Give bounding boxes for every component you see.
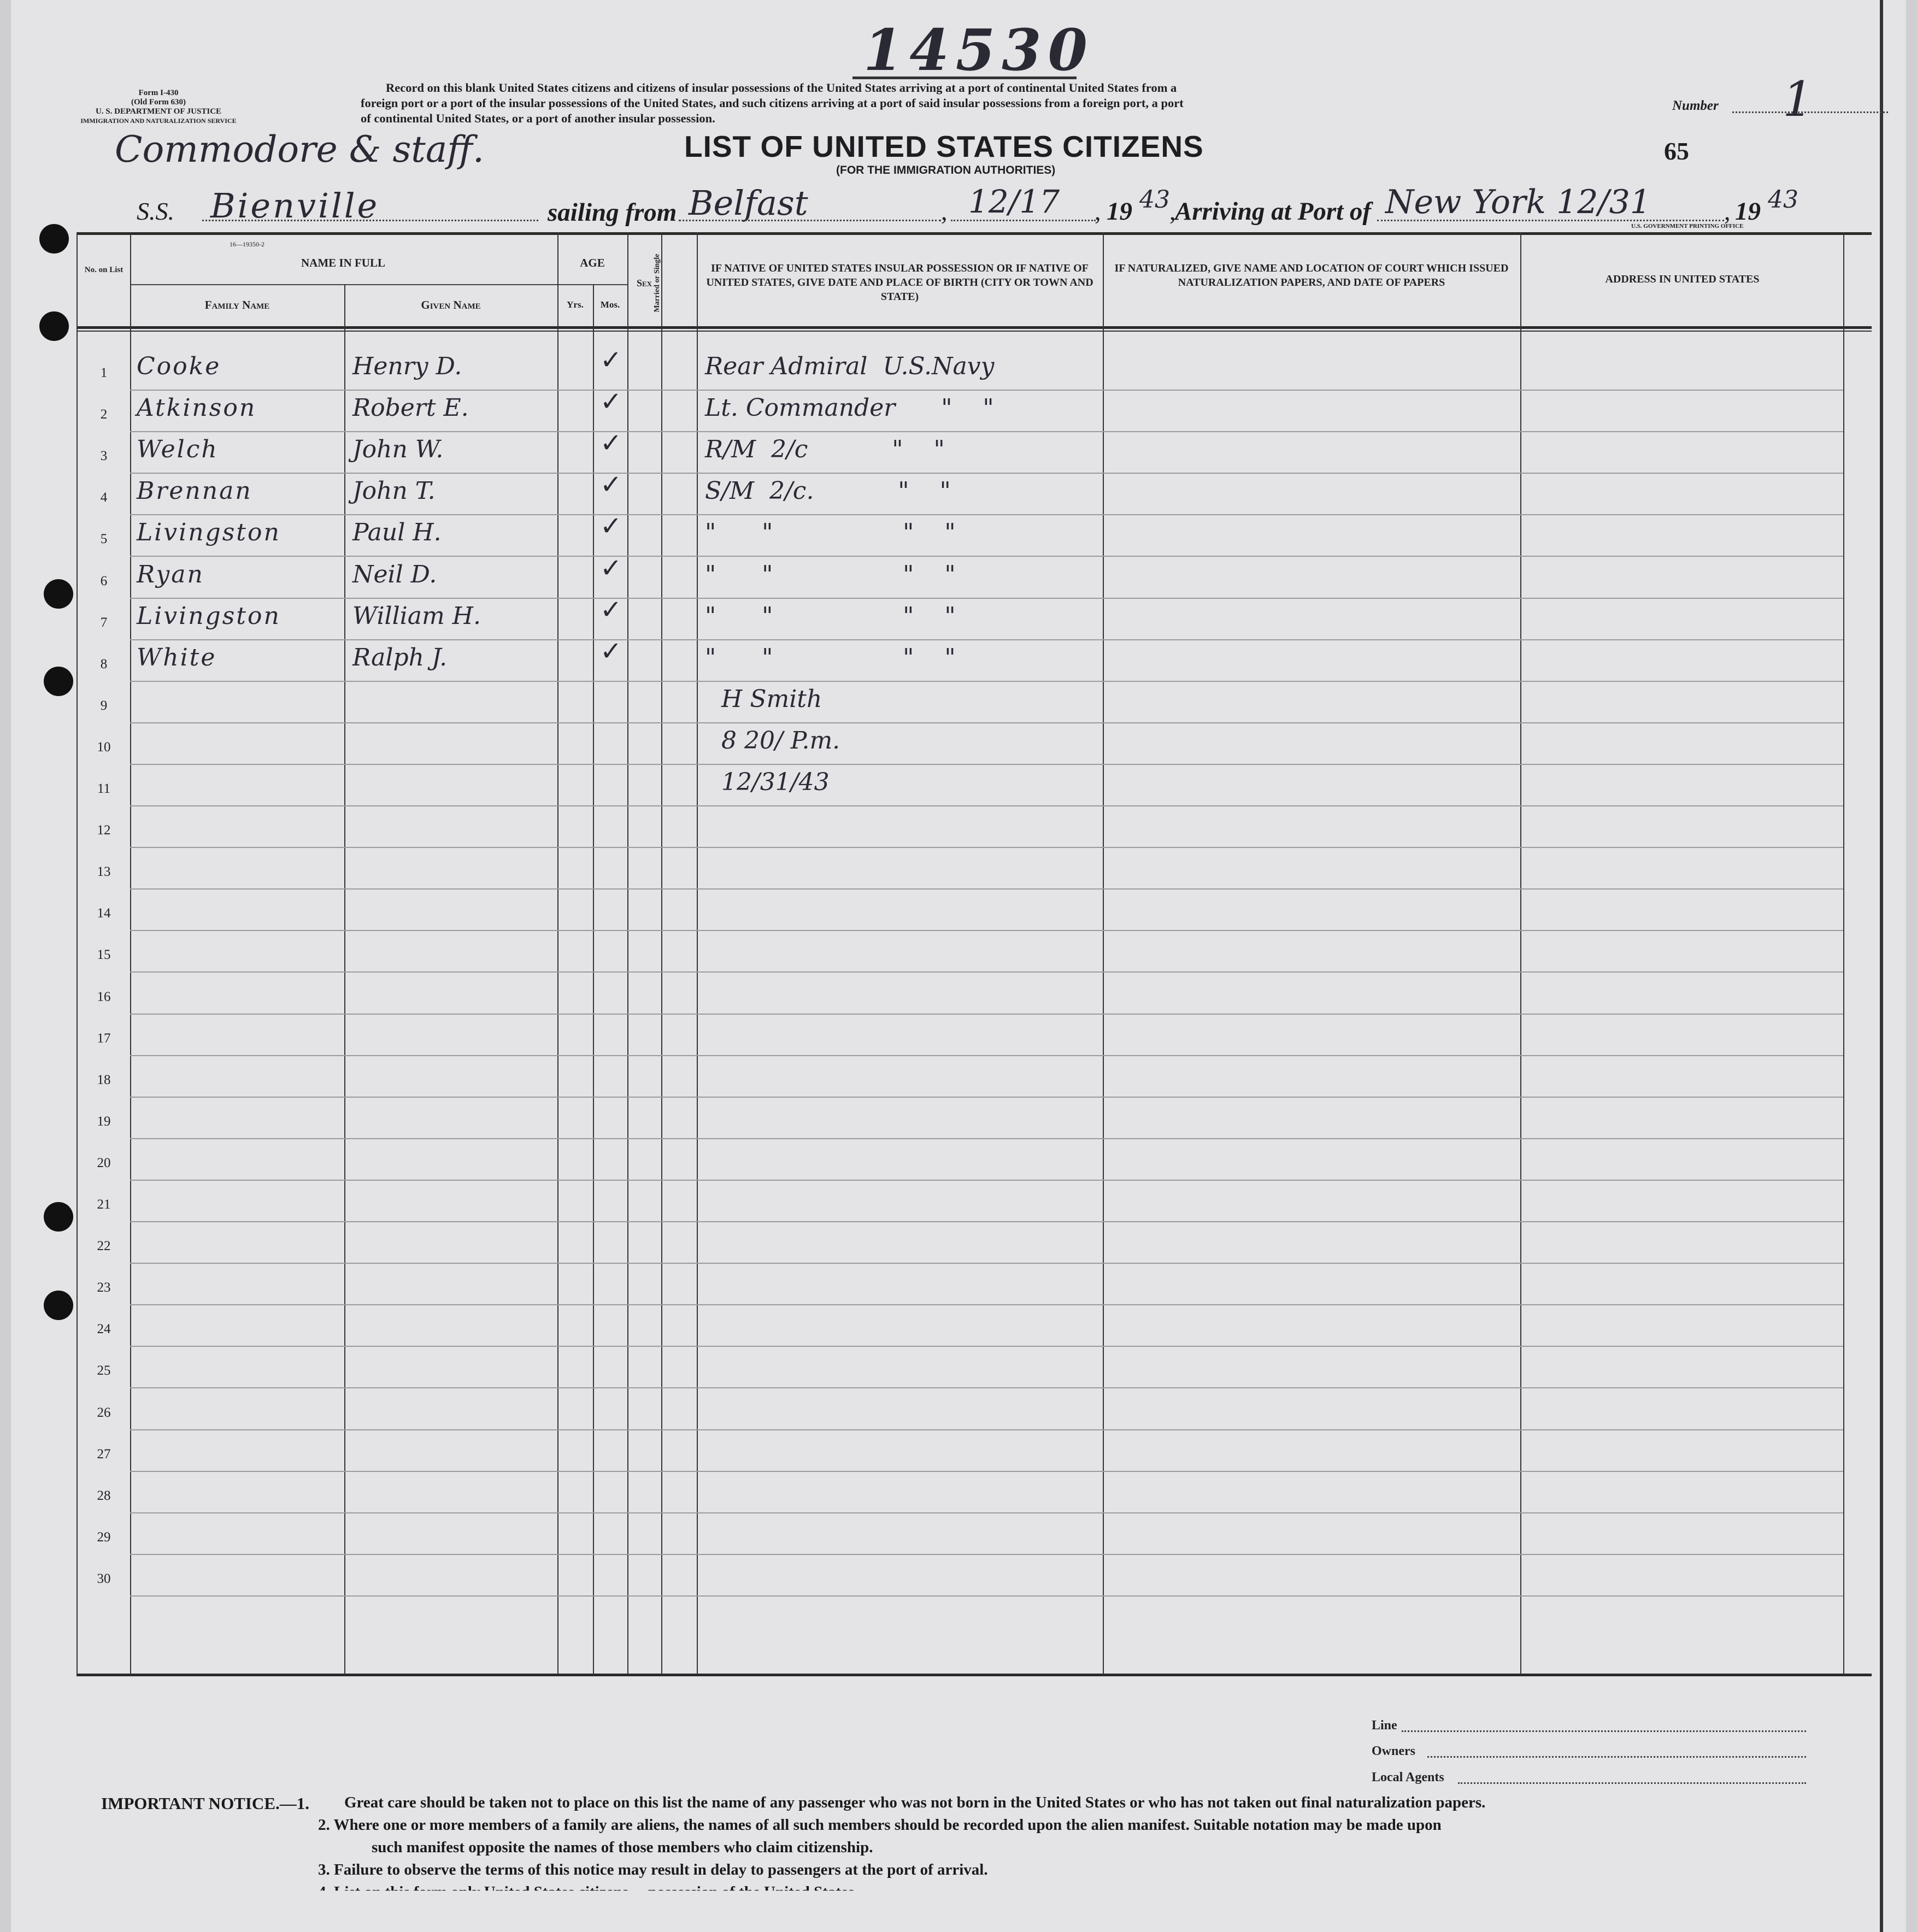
native-cell: R/M 2/c " " [705, 435, 945, 463]
form-old-number: (Old Form 630) [131, 98, 186, 107]
date-line [951, 220, 1096, 221]
row-number: 24 [97, 1322, 111, 1336]
col-divider [1520, 232, 1521, 1675]
number-label: Number [1672, 98, 1719, 113]
col-header-sex: Sex [636, 278, 652, 288]
row-rule [130, 1512, 1843, 1513]
comma: , [1169, 197, 1176, 225]
row-rule [130, 556, 1843, 557]
handwritten-note: Commodore & staff. [115, 128, 484, 170]
check-mark: ✓ [600, 553, 622, 584]
punch-hole [39, 224, 69, 254]
header-bottom-border-2 [77, 331, 1872, 332]
sailing-from: Belfast [689, 183, 808, 223]
col-header-naturalized: IF NATURALIZED, GIVE NAME AND LOCATION OF COURT WHICH ISSUED NATURALIZATION PAPERS, AND DATE OF PAPERS [1114, 262, 1509, 288]
row-number: 27 [97, 1447, 111, 1462]
intro-line: of continental United States, or a port of another insular possession. [361, 111, 715, 125]
footer-agents-dots [1458, 1782, 1806, 1784]
col-header-address: ADDRESS IN UNITED STATES [1605, 273, 1760, 285]
row-rule [130, 805, 1843, 806]
given-name-cell: Robert E. [352, 394, 469, 422]
row-number: 16 [97, 989, 111, 1004]
depart-year-prefix: 19 [1107, 197, 1132, 226]
check-mark: ✓ [600, 428, 622, 458]
col-right-border [1843, 232, 1844, 1675]
form-service: IMMIGRATION AND NATURALIZATION SERVICE [80, 117, 237, 125]
row-number: 21 [97, 1197, 111, 1212]
table-bottom-border [77, 1674, 1872, 1676]
check-mark: ✓ [600, 469, 622, 500]
row-number: 29 [97, 1530, 111, 1545]
punch-hole [44, 1202, 73, 1232]
row-rule [130, 1429, 1843, 1430]
punch-hole [44, 1291, 73, 1320]
stamp-underline [852, 76, 1077, 79]
form-block [77, 89, 240, 126]
ship-name: Bienville [210, 186, 380, 226]
intro-line: foreign port or a port of the insular possessions of the United States, and such citizens arriving at a port of said insular possessions from a foreign port, a port [361, 96, 1184, 110]
punch-hole [39, 311, 69, 341]
col-left-border [77, 232, 78, 1675]
row-rule [130, 1180, 1843, 1181]
row-rule [130, 1595, 1843, 1597]
col-divider [661, 232, 662, 1675]
row-number: 15 [97, 947, 111, 962]
given-name-cell: Neil D. [352, 561, 437, 588]
row-number: 26 [97, 1405, 111, 1420]
from-line [679, 220, 941, 221]
arrival-port: New York 12/31 [1385, 183, 1651, 221]
row-rule [130, 1097, 1843, 1098]
native-cell: " " " " [705, 561, 956, 588]
row-rule [130, 1387, 1843, 1388]
row-number: 1 [100, 366, 108, 380]
row-rule [130, 847, 1843, 848]
row-rule [130, 971, 1843, 973]
arrival-year: 43 [1768, 186, 1798, 214]
check-mark: ✓ [600, 386, 622, 417]
family-name-cell: Cooke [137, 352, 221, 380]
row-rule [130, 1014, 1843, 1015]
check-mark: ✓ [600, 511, 622, 541]
arrival-year-prefix: 19 [1735, 197, 1761, 226]
family-name-cell: Livingston [137, 519, 281, 546]
notice-heading: IMPORTANT NOTICE.—1. [101, 1794, 309, 1813]
native-cell: Lt. Commander " " [705, 394, 994, 422]
page-title: LIST OF UNITED STATES CITIZENS [684, 129, 1204, 163]
family-name-cell: White [137, 644, 217, 672]
row-rule [130, 722, 1843, 723]
row-rule [130, 1263, 1843, 1264]
row-number: 4 [100, 490, 108, 505]
row-rule [130, 681, 1843, 682]
form-dept: U. S. DEPARTMENT OF JUSTICE [95, 107, 222, 116]
row-number: 7 [100, 615, 108, 630]
row-number: 5 [100, 532, 108, 546]
comma: , [1095, 197, 1101, 225]
footer-line-dots [1402, 1730, 1806, 1732]
intro-text [361, 80, 1184, 126]
given-name-cell: William H. [352, 602, 481, 630]
native-cell: S/M 2/c. " " [705, 477, 951, 505]
row-rule [130, 888, 1843, 890]
row-number: 22 [97, 1239, 111, 1253]
row-rule [130, 639, 1843, 640]
intro-line: Record on this blank United States citizens and citizens of insular possessions of the United States arriving at a port of continental United States from a [386, 81, 1177, 95]
footer-owners-dots [1427, 1756, 1806, 1758]
row-rule [130, 1221, 1843, 1222]
family-name-cell: Brennan [137, 477, 252, 505]
row-number: 6 [100, 574, 108, 588]
ship-line [202, 220, 538, 221]
sailing-from-label: sailing from [548, 198, 677, 227]
punch-hole [44, 667, 73, 696]
row-number: 10 [97, 740, 111, 755]
row-number: 9 [100, 698, 108, 713]
row-number: 28 [97, 1488, 111, 1503]
row-rule [130, 431, 1843, 432]
comma: , [941, 197, 948, 225]
col-header-mos: Mos. [600, 299, 620, 310]
page-subtitle: (FOR THE IMMIGRATION AUTHORITIES) [836, 164, 1056, 176]
col-divider [130, 232, 131, 1675]
col-header-name: NAME IN FULL [301, 256, 385, 269]
family-name-cell: Ryan [137, 561, 204, 588]
row-rule [130, 764, 1843, 765]
row-rule [130, 390, 1843, 391]
family-name-cell: Atkinson [137, 394, 257, 422]
given-name-cell: Paul H. [352, 519, 442, 546]
col-divider [344, 284, 345, 1675]
col-divider [1103, 232, 1104, 1675]
row-number: 11 [97, 781, 111, 796]
notice-item: Great care should be taken not to place on this list the name of any passenger who was not born in the United States or who has not taken out final naturalization papers. [344, 1794, 1486, 1811]
arriving-label: Arriving at Port of [1175, 197, 1372, 226]
port-line [1377, 220, 1724, 221]
native-cell: H Smith [721, 685, 822, 713]
col-divider [697, 232, 698, 1675]
age-header-divider [557, 284, 627, 285]
col-divider [593, 284, 594, 1675]
row-rule [130, 1138, 1843, 1139]
check-mark: ✓ [600, 636, 622, 667]
col-header-given: Given Name [421, 298, 481, 311]
ship-prefix: S.S. [137, 197, 174, 225]
native-cell: 12/31/43 [721, 768, 830, 796]
row-number: 8 [100, 657, 108, 672]
row-number: 12 [97, 823, 111, 838]
native-cell: " " " " [705, 644, 956, 672]
printing-office: U.S. GOVERNMENT PRINTING OFFICE [1631, 223, 1744, 229]
native-cell: 8 20/ P.m. [721, 727, 840, 755]
col-header-yrs: Yrs. [567, 299, 584, 310]
col-header-age: AGE [580, 256, 605, 269]
header-bottom-border [77, 326, 1872, 329]
col-header-native: IF NATIVE OF UNITED STATES INSULAR POSSESSION OR IF NATIVE OF UNITED STATES, GIVE DATE AND PLACE OF BIRTH (CITY OR TOWN AND STATE) [706, 262, 1093, 303]
row-rule [130, 1471, 1843, 1472]
col-header-no: No. on List [84, 266, 124, 274]
row-number: 25 [97, 1363, 111, 1378]
stamp-number: 14530 [863, 16, 1094, 84]
depart-date: 12/17 [968, 183, 1060, 220]
row-number: 2 [100, 407, 108, 422]
page-edge [1880, 0, 1883, 1932]
footer-agents-label: Local Agents [1372, 1770, 1444, 1784]
depart-year: 43 [1139, 186, 1170, 214]
row-number: 19 [97, 1114, 111, 1129]
name-header-divider [130, 284, 627, 285]
col-header-married: Married or Single [653, 254, 661, 313]
notice-item: 3. Failure to observe the terms of this notice may result in delay to passengers at the port of arrival. [318, 1861, 988, 1878]
punch-hole [44, 579, 73, 609]
row-rule [130, 930, 1843, 931]
col-divider [557, 232, 558, 1675]
row-number: 14 [97, 906, 111, 921]
row-number: 17 [97, 1031, 111, 1046]
native-cell: " " " " [705, 602, 956, 630]
col-divider [627, 232, 628, 1675]
row-number: 3 [100, 449, 108, 463]
notice-item: such manifest opposite the names of those members who claim citizenship. [372, 1839, 873, 1856]
row-number: 18 [97, 1073, 111, 1087]
row-rule [130, 1055, 1843, 1056]
notice-item: 2. Where one or more members of a family are aliens, the names of all such members should be recorded upon the alien manifest. Suitable notation may be made upon [318, 1816, 1442, 1834]
row-rule [130, 1554, 1843, 1555]
given-name-cell: Henry D. [352, 352, 462, 380]
form-number: Form I-430 [138, 89, 179, 97]
row-rule [130, 1304, 1843, 1305]
row-number: 20 [97, 1156, 111, 1170]
table-top-border [77, 232, 1872, 235]
row-number: 30 [97, 1571, 111, 1586]
footer-line-label: Line [1372, 1718, 1397, 1733]
small-print-code: 16—19350-2 [230, 240, 264, 248]
check-mark: ✓ [600, 594, 622, 625]
check-mark: ✓ [600, 345, 622, 375]
col-header-family: Family Name [204, 298, 270, 311]
page-count: 65 [1664, 137, 1689, 165]
row-number: 23 [97, 1280, 111, 1295]
given-name-cell: John W. [352, 435, 444, 463]
footer-owners-label: Owners [1372, 1744, 1415, 1758]
row-number: 13 [97, 864, 111, 879]
given-name-cell: Ralph J. [352, 644, 448, 672]
family-name-cell: Welch [137, 435, 219, 463]
given-name-cell: John T. [352, 477, 436, 505]
row-rule [130, 473, 1843, 474]
number-value: 1 [1783, 71, 1813, 127]
native-cell: " " " " [705, 519, 956, 546]
row-rule [130, 1346, 1843, 1347]
family-name-cell: Livingston [137, 602, 281, 630]
row-rule [130, 598, 1843, 599]
native-cell: Rear Admiral U.S.Navy [705, 352, 995, 380]
comma: , [1724, 197, 1731, 225]
row-rule [130, 514, 1843, 515]
